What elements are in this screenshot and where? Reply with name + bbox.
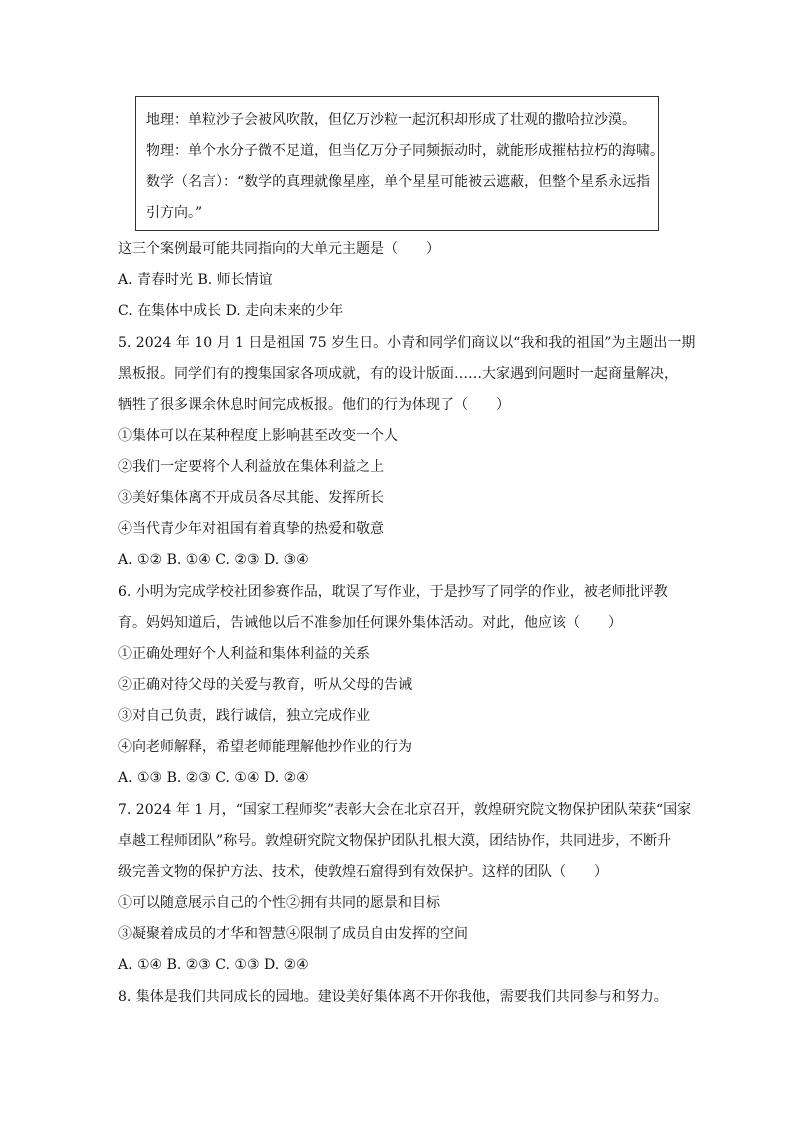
q7-items-line-2: ③凝聚着成员的才华和智慧④限制了成员自由发挥的空间	[118, 926, 468, 942]
q5-item-3: ③美好集体离不开成员各尽其能、发挥所长	[118, 490, 384, 506]
q4-options-ab: A. 青春时光 B. 师长情谊	[118, 272, 273, 288]
q6-item-4: ④向老师解释，希望老师能理解他抄作业的行为	[118, 739, 412, 755]
material-line-math: 数学（名言）：“数学的真理就像星座，单个星星可能被云遮蔽，但整个星系永远指	[146, 174, 651, 190]
q7-options: A. ①④ B. ②③ C. ①③ D. ②④	[118, 957, 309, 973]
q7-stem-line-1: 7. 2024 年 1 月，“国家工程师奖”表彰大会在北京召开，敦煌研究院文物保护团队荣获“国家	[118, 802, 692, 818]
material-line-physics: 物理：单个水分子微不足道，但当亿万分子同频振动时，就能形成摧枯拉朽的海啸。	[146, 143, 664, 159]
q4-stem: 这三个案例最可能共同指向的大单元主题是（ ）	[118, 241, 440, 257]
q4-options-cd: C. 在集体中成长 D. 走向未来的少年	[118, 303, 344, 319]
material-line-math-continued: 引方向。”	[146, 205, 203, 221]
q7-items-line-1: ①可以随意展示自己的个性②拥有共同的愿景和目标	[118, 895, 440, 911]
q5-options: A. ①② B. ①④ C. ②③ D. ③④	[118, 552, 309, 568]
q8-stem-line-1: 8. 集体是我们共同成长的园地。建设美好集体离不开你我他，需要我们共同参与和努力。	[118, 989, 668, 1005]
q6-stem-line-2: 育。妈妈知道后，告诫他以后不准参加任何课外集体活动。对此，他应该（ ）	[118, 615, 622, 631]
q5-stem-line-1: 5. 2024 年 10 月 1 日是祖国 75 岁生日。小青和同学们商议以“我和我的祖国”为主题出一期	[118, 335, 696, 351]
material-line-geography: 地理：单粒沙子会被风吹散，但亿万沙粒一起沉积却形成了壮观的撒哈拉沙漠。	[146, 112, 636, 128]
q5-item-2: ②我们一定要将个人利益放在集体利益之上	[118, 459, 384, 475]
material-box	[135, 96, 664, 231]
q6-stem-line-1: 6. 小明为完成学校社团参赛作品，耽误了写作业，于是抄写了同学的作业，被老师批评教	[118, 584, 668, 600]
q5-stem-line-2: 黑板报。同学们有的搜集国家各项成就，有的设计版面……大家遇到问题时一起商量解决，	[118, 366, 678, 382]
q6-item-2: ②正确对待父母的关爱与教育，听从父母的告诫	[118, 677, 412, 693]
q5-stem-line-3: 牺牲了很多课余休息时间完成板报。他们的行为体现了（ ）	[118, 397, 510, 413]
q7-stem-line-2: 卓越工程师团队”称号。敦煌研究院文物保护团队扎根大漠，团结协作，共同进步，不断升	[118, 833, 672, 849]
q6-options: A. ①③ B. ②③ C. ①④ D. ②④	[118, 770, 309, 786]
q5-item-4: ④当代青少年对祖国有着真挚的热爱和敬意	[118, 521, 384, 537]
q6-item-3: ③对自己负责，践行诚信，独立完成作业	[118, 708, 370, 724]
q6-item-1: ①正确处理好个人利益和集体利益的关系	[118, 646, 370, 662]
q7-stem-line-3: 级完善文物的保护方法、技术，使敦煌石窟得到有效保护。这样的团队（ ）	[118, 864, 608, 880]
q5-item-1: ①集体可以在某种程度上影响甚至改变一个人	[118, 428, 398, 444]
